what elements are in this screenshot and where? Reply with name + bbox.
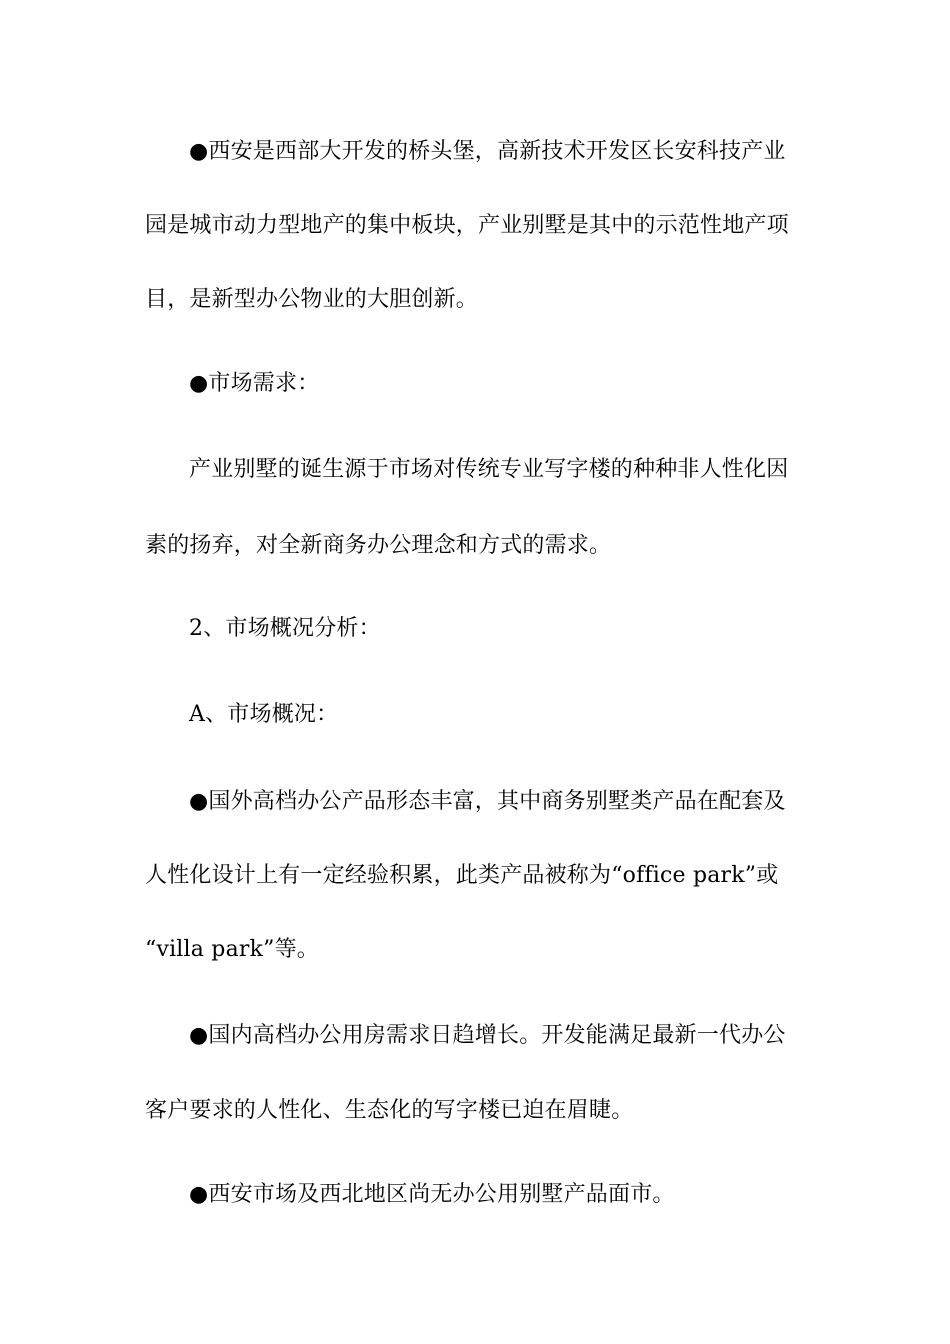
paragraph-foreign-line-3: “villa park”等。 (145, 937, 319, 962)
paragraph-foreign-line-2: 人性化设计上有一定经验积累，此类产品被称为“office park”或 (145, 863, 779, 888)
heading-market-analysis: 2、市场概况分析： (189, 616, 381, 641)
paragraph-xian-line-3: 目，是新型办公物业的大胆创新。 (145, 287, 479, 312)
heading-market-demand: ●市场需求： (189, 371, 320, 396)
paragraph-xian-line-2: 园是城市动力型地产的集中板块，产业别墅是其中的示范性地产项 (145, 213, 789, 238)
paragraph-domestic-line-1: ●国内高档办公用房需求日趋增长。开发能满足最新一代办公 (189, 1023, 786, 1048)
paragraph-foreign-line-1: ●国外高档办公产品形态丰富，其中商务别墅类产品在配套及 (189, 789, 786, 814)
paragraph-demand-line-1: 产业别墅的诞生源于市场对传统专业写字楼的种种非人性化因 (189, 457, 789, 482)
paragraph-xian-line-1: ●西安是西部大开发的桥头堡，高新技术开发区长安科技产业 (189, 139, 786, 164)
paragraph-demand-line-2: 素的扬弃，对全新商务办公理念和方式的需求。 (145, 533, 612, 558)
paragraph-xian-market: ●西安市场及西北地区尚无办公用别墅产品面市。 (189, 1182, 675, 1207)
paragraph-domestic-line-2: 客户要求的人性化、生态化的写字楼已迫在眉睫。 (145, 1098, 634, 1123)
heading-market-overview: A、市场概况： (189, 702, 339, 727)
